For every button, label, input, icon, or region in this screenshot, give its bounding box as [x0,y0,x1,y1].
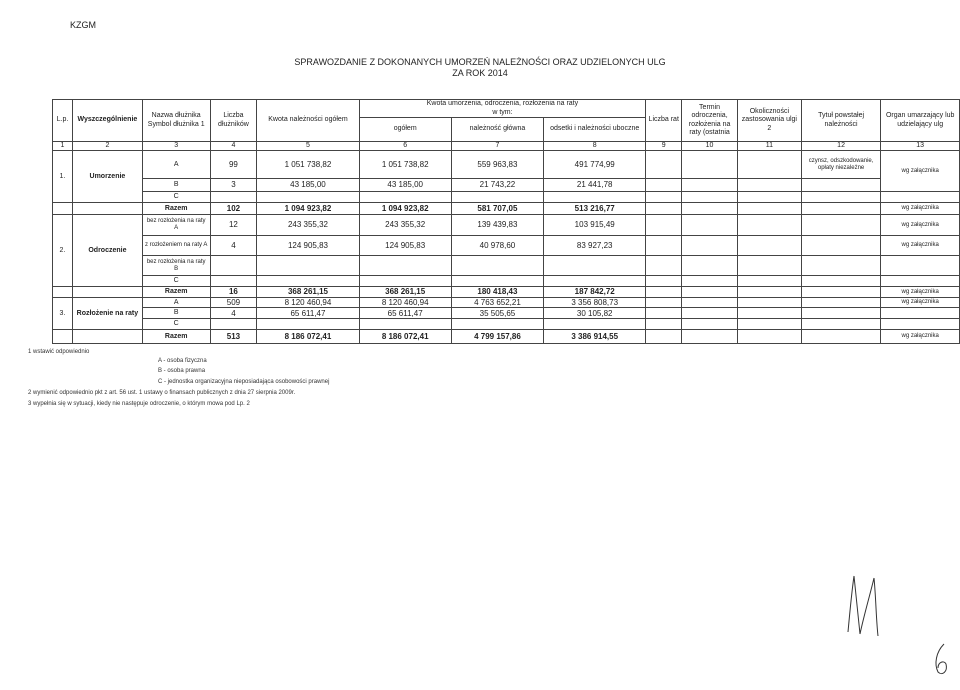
empty-cell [682,287,738,298]
amount-total: 243 355,32 [257,215,359,236]
organ-cell: wg załącznika [881,203,960,215]
summary-row [53,287,960,298]
debtor-symbol: C [142,192,210,203]
footnote-3: 3 wypełnia się w sytuacji, kiedy nie następuje odroczenie, o którym mowa pod Lp. 2 [28,401,250,407]
legend-c: C - jednostka organizacyjna nieposiadająca osobowości prawnej [158,379,330,385]
amount-glowna: 581 707,05 [451,203,543,215]
empty-cell [881,276,960,287]
empty-cell [646,151,682,179]
empty-cell [72,203,142,215]
debtor-count: 12 [210,215,257,236]
empty-cell [257,276,359,287]
organ-cell: wg załącznika [881,287,960,298]
col-number: 9 [646,142,682,151]
report-table [52,99,960,344]
empty-cell [646,215,682,236]
empty-cell [737,203,801,215]
empty-cell [359,256,451,276]
debtor-count: 513 [210,330,257,344]
debtor-symbol: bez rozłożenia na raty A [142,215,210,236]
empty-cell [881,192,960,203]
empty-cell [359,192,451,203]
col-header-ogolem: ogółem [359,118,451,142]
debtor-symbol: bez rozłożenia na raty B [142,256,210,276]
empty-cell [737,256,801,276]
debtor-count: 4 [210,308,257,319]
empty-cell [737,298,801,308]
empty-cell [801,308,881,319]
col-header-termin: Termin odroczenia, rozłożenia na raty (ostatnia [682,100,738,142]
amount-total: 43 185,00 [257,179,359,192]
razem-label: Razem [142,287,210,298]
organ-cell: wg załącznika [881,236,960,256]
debtor-symbol: C [142,319,210,330]
column-number-row [53,142,960,151]
empty-cell [682,319,738,330]
empty-cell [646,276,682,287]
debtor-count: 99 [210,151,257,179]
empty-cell [737,287,801,298]
empty-cell [682,276,738,287]
empty-cell [801,319,881,330]
empty-cell [801,256,881,276]
empty-cell [646,330,682,344]
amount-ogolem: 1 094 923,82 [359,203,451,215]
legend-b: B - osoba prawna [158,368,206,374]
empty-cell [646,203,682,215]
table-row [53,256,960,276]
col-number: 10 [682,142,738,151]
amount-total: 65 611,47 [257,308,359,319]
empty-cell [682,203,738,215]
amount-glowna: 180 418,43 [451,287,543,298]
amount-ogolem: 243 355,32 [359,215,451,236]
table-row [53,151,960,179]
empty-cell [801,179,881,192]
razem-label: Razem [142,330,210,344]
debtor-symbol: z rozłożeniem na raty A [142,236,210,256]
empty-cell [544,192,646,203]
empty-cell [72,287,142,298]
empty-cell [72,330,142,344]
empty-cell [646,236,682,256]
amount-glowna: 139 439,83 [451,215,543,236]
amount-odsetki: 30 105,82 [544,308,646,319]
empty-cell [881,256,960,276]
amount-glowna: 559 963,83 [451,151,543,179]
debtor-symbol: C [142,276,210,287]
empty-cell [682,330,738,344]
tytul-naleznosci: czynsz, odszkodowanie, opłaty niezależne [801,151,881,179]
empty-cell [451,319,543,330]
col-header-lp: L.p. [53,100,73,142]
amount-glowna: 21 743,22 [451,179,543,192]
col-number: 8 [544,142,646,151]
empty-cell [544,256,646,276]
empty-cell [737,308,801,319]
empty-cell [646,319,682,330]
col-number: 5 [257,142,359,151]
debtor-symbol: A [142,151,210,179]
amount-total: 1 051 738,82 [257,151,359,179]
debtor-count: 4 [210,236,257,256]
empty-cell [53,203,73,215]
empty-cell [646,308,682,319]
empty-cell [801,203,881,215]
table-row [53,192,960,203]
table-row [53,308,960,319]
empty-cell [682,215,738,236]
legend-a: A - osoba fizyczna [158,358,207,364]
col-header-odsetki: odsetki i należności uboczne [544,118,646,142]
debtor-symbol: B [142,308,210,319]
amount-odsetki: 491 774,99 [544,151,646,179]
empty-cell [210,256,257,276]
empty-cell [646,287,682,298]
col-number: 4 [210,142,257,151]
col-number: 11 [737,142,801,151]
col-header-okolicznosci: Okoliczności zastosowania ulgi 2 [737,100,801,142]
empty-cell [257,192,359,203]
col-header-w-tym: w tym: [492,108,513,116]
col-header-organ: Organ umarzający lub udzielający ulg [881,100,960,142]
row-lp: 2. [53,215,73,287]
col-number: 6 [359,142,451,151]
amount-odsetki: 513 216,77 [544,203,646,215]
table-row [53,179,960,192]
table-row [53,298,960,308]
empty-cell [210,192,257,203]
document-code: KZGM [70,20,96,30]
debtor-symbol: A [142,298,210,308]
empty-cell [737,319,801,330]
col-header-liczba-dluznikow: Liczba dłużników [210,100,257,142]
col-number: 13 [881,142,960,151]
col-number: 7 [451,142,543,151]
amount-odsetki: 3 386 914,55 [544,330,646,344]
col-header-nazwa-dluznika: Nazwa dłużnika Symbol dłużnika 1 [142,100,210,142]
col-header-tytul: Tytuł powstałej należności [801,100,881,142]
empty-cell [544,276,646,287]
empty-cell [881,319,960,330]
amount-odsetki: 103 915,49 [544,215,646,236]
amount-odsetki: 83 927,23 [544,236,646,256]
empty-cell [359,319,451,330]
empty-cell [801,236,881,256]
empty-cell [682,236,738,256]
amount-total: 124 905,83 [257,236,359,256]
organ-cell: wg załącznika [881,298,960,308]
debtor-count: 3 [210,179,257,192]
col-header-kwota-umorzenia-label: Kwota umorzenia, odroczenia, rozłożenia na raty [426,100,579,108]
debtor-count: 16 [210,287,257,298]
empty-cell [646,256,682,276]
empty-cell [451,256,543,276]
empty-cell [801,276,881,287]
footnote-2: 2 wymienić odpowiednio pkt z art. 56 ust. 1 ustawy o finansach publicznych z dnia 27 sierpnia 2009r. [28,390,296,396]
organ-cell: wg załącznika [881,215,960,236]
handwritten-signature [840,570,900,640]
amount-ogolem: 1 051 738,82 [359,151,451,179]
amount-ogolem: 43 185,00 [359,179,451,192]
summary-row [53,203,960,215]
empty-cell [359,276,451,287]
empty-cell [257,256,359,276]
empty-cell [737,192,801,203]
handwritten-mark [930,640,954,680]
amount-total: 368 261,15 [257,287,359,298]
empty-cell [451,192,543,203]
empty-cell [53,287,73,298]
table-row [53,276,960,287]
amount-glowna: 35 505,65 [451,308,543,319]
empty-cell [210,276,257,287]
empty-cell [682,151,738,179]
footnote-1: 1 wstawić odpowiednio [28,349,90,355]
empty-cell [801,287,881,298]
col-number: 2 [72,142,142,151]
report-title: SPRAWOZDANIE Z DOKONANYCH UMORZEŃ NALEŻNOŚCI ORAZ UDZIELONYCH ULG [294,57,666,67]
empty-cell [257,319,359,330]
debtor-symbol: B [142,179,210,192]
table-row [53,215,960,236]
empty-cell [801,192,881,203]
amount-glowna: 40 978,60 [451,236,543,256]
empty-cell [737,330,801,344]
row-label-rozlozenie: Rozłożenie na raty [72,298,142,330]
empty-cell [737,236,801,256]
organ-cell: wg załącznika [881,330,960,344]
amount-glowna: 4 763 652,21 [451,298,543,308]
amount-glowna: 4 799 157,86 [451,330,543,344]
empty-cell [737,276,801,287]
table-row [53,319,960,330]
empty-cell [682,192,738,203]
empty-cell [682,308,738,319]
debtor-count: 509 [210,298,257,308]
row-label-odroczenie: Odroczenie [72,215,142,287]
empty-cell [210,319,257,330]
empty-cell [737,179,801,192]
empty-cell [682,298,738,308]
amount-odsetki: 187 842,72 [544,287,646,298]
empty-cell [646,298,682,308]
debtor-count: 102 [210,203,257,215]
amount-ogolem: 8 120 460,94 [359,298,451,308]
col-header-kwota-umorzenia [359,100,646,118]
empty-cell [646,179,682,192]
amount-odsetki: 3 356 808,73 [544,298,646,308]
col-header-liczba-rat: Liczba rat [646,100,682,142]
razem-label: Razem [142,203,210,215]
organ-cell: wg załącznika [881,151,960,192]
empty-cell [682,256,738,276]
amount-total: 8 120 460,94 [257,298,359,308]
amount-total: 8 186 072,41 [257,330,359,344]
empty-cell [801,298,881,308]
amount-ogolem: 65 611,47 [359,308,451,319]
empty-cell [881,308,960,319]
table-row [53,236,960,256]
col-header-naleznosc-glowna: należność główna [451,118,543,142]
empty-cell [801,215,881,236]
empty-cell [53,330,73,344]
col-number: 3 [142,142,210,151]
empty-cell [646,192,682,203]
empty-cell [801,330,881,344]
row-label-umorzenie: Umorzenie [72,151,142,203]
empty-cell [682,179,738,192]
amount-ogolem: 124 905,83 [359,236,451,256]
amount-ogolem: 368 261,15 [359,287,451,298]
col-number: 12 [801,142,881,151]
summary-row [53,330,960,344]
report-year: ZA ROK 2014 [452,68,508,78]
col-number: 1 [53,142,73,151]
row-lp: 1. [53,151,73,203]
amount-ogolem: 8 186 072,41 [359,330,451,344]
col-header-kwota-naleznosci: Kwota należności ogółem [257,100,359,142]
row-lp: 3. [53,298,73,330]
amount-odsetki: 21 441,78 [544,179,646,192]
col-header-wyszczegolnienie: Wyszczególnienie [72,100,142,142]
empty-cell [544,319,646,330]
amount-total: 1 094 923,82 [257,203,359,215]
empty-cell [451,276,543,287]
empty-cell [737,151,801,179]
empty-cell [737,215,801,236]
